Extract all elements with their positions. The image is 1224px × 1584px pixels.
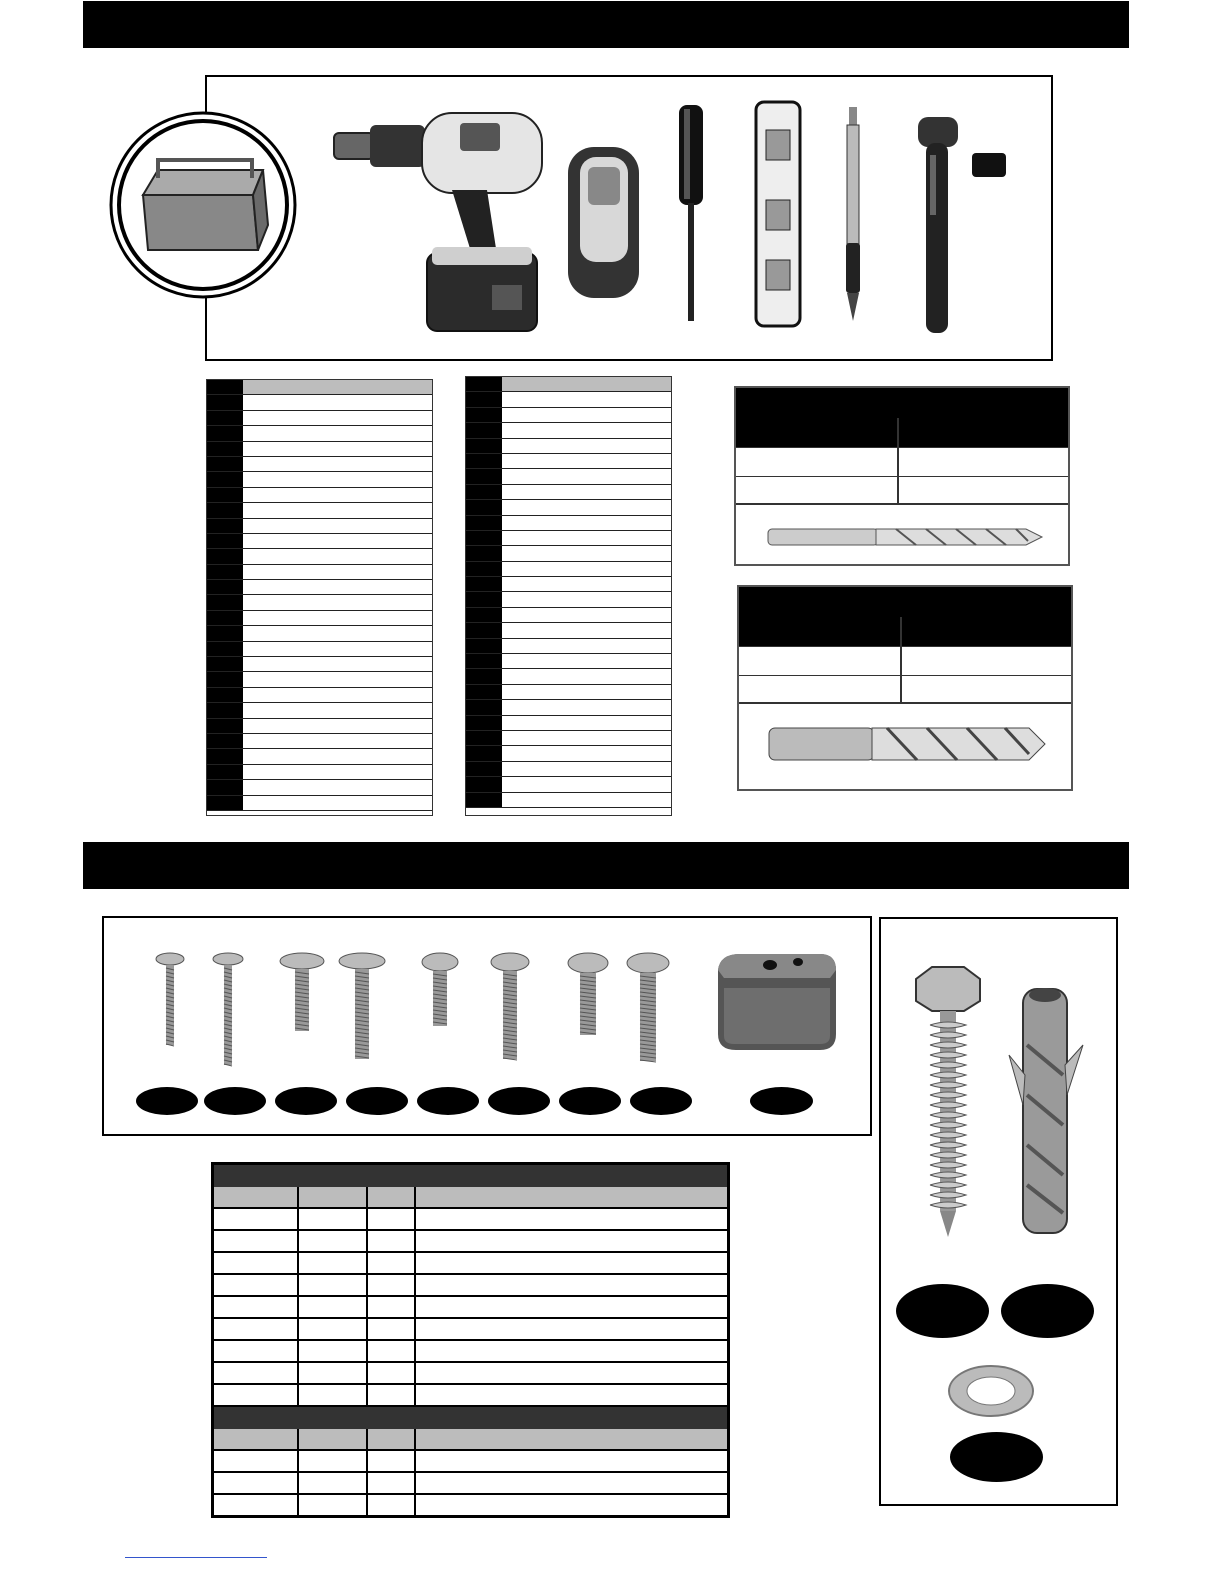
list-item [466, 531, 671, 546]
table-row [214, 1473, 727, 1495]
parts-list-header [207, 380, 432, 395]
drill-bit-small-icon [766, 523, 1046, 551]
table-row [214, 1319, 727, 1341]
table-row [214, 1253, 727, 1275]
screw-label [275, 1087, 337, 1115]
drill-table-2-cell [902, 647, 1071, 675]
drill-table-2-cell [902, 676, 1071, 702]
drill-table-1-cell [899, 477, 1068, 503]
list-item [466, 516, 671, 531]
hardware-table [211, 1162, 730, 1518]
drill-table-1-col2 [899, 418, 1068, 447]
list-item [466, 608, 671, 623]
screwdriver-icon [676, 103, 706, 325]
table-row [214, 1209, 727, 1231]
table-row [214, 1275, 727, 1297]
parts-list-header [466, 377, 671, 392]
list-item [466, 500, 671, 515]
hardware-table-title-1 [214, 1165, 727, 1187]
drill-bit-table-1 [734, 386, 1070, 566]
list-item [466, 623, 671, 638]
drill-table-1-cell [899, 448, 1068, 476]
drill-icon [332, 105, 547, 335]
list-item [466, 423, 671, 438]
drill-table-2-cell [739, 647, 902, 675]
table-row [214, 1341, 727, 1363]
table-row [214, 1297, 727, 1319]
list-item [466, 592, 671, 607]
list-item [466, 562, 671, 577]
list-item [466, 777, 671, 792]
drill-table-2-col1 [739, 617, 902, 646]
spacer-label [750, 1087, 813, 1115]
ratchet-wrench-icon [912, 115, 1012, 337]
list-item [207, 780, 432, 795]
wall-anchor-icon [1005, 985, 1085, 1240]
spacer-icon [710, 948, 840, 1054]
list-item [466, 408, 671, 423]
screw-label [136, 1087, 198, 1115]
list-item [466, 685, 671, 700]
hardware-table-title-2 [214, 1407, 727, 1429]
list-item [207, 595, 432, 610]
list-item [466, 716, 671, 731]
parts-list-right [465, 376, 672, 816]
screw-icon [280, 953, 324, 1031]
washer-icon [946, 1363, 1036, 1418]
stud-finder-icon [566, 145, 641, 300]
list-item [466, 485, 671, 500]
list-item [207, 642, 432, 657]
screw-icon [156, 953, 184, 1046]
list-item [207, 426, 432, 441]
screw-label [630, 1087, 692, 1115]
table-row [214, 1385, 727, 1407]
list-item [466, 392, 671, 407]
list-item [207, 688, 432, 703]
drill-table-1-col1 [736, 418, 899, 447]
screw-label [204, 1087, 266, 1115]
list-item [466, 731, 671, 746]
list-item [207, 395, 432, 410]
drill-table-2-col2 [902, 617, 1071, 646]
list-item [466, 762, 671, 777]
drill-table-1-title [736, 388, 1068, 418]
washer-label [950, 1432, 1043, 1482]
list-item [207, 734, 432, 749]
list-item [207, 457, 432, 472]
list-item [207, 749, 432, 764]
list-item [207, 703, 432, 718]
list-item [207, 519, 432, 534]
list-item [207, 657, 432, 672]
list-item [207, 488, 432, 503]
drill-table-1-cell [736, 477, 899, 503]
screw-label [417, 1087, 479, 1115]
list-item [207, 580, 432, 595]
pencil-icon [842, 105, 864, 323]
list-item [466, 700, 671, 715]
screw-icon [339, 953, 385, 1059]
list-item [207, 503, 432, 518]
footer-link[interactable] [125, 1557, 267, 1558]
anchor-label [1001, 1284, 1094, 1338]
screw-icon [627, 953, 669, 1062]
screw-icon [213, 953, 243, 1066]
drill-bit-table-2 [737, 585, 1073, 791]
list-item [466, 793, 671, 808]
list-item [207, 765, 432, 780]
screw-icon [422, 953, 458, 1026]
list-item [207, 565, 432, 580]
list-item [207, 626, 432, 641]
list-item [207, 534, 432, 549]
drill-bit-large-icon [767, 722, 1047, 766]
drill-table-2-title [739, 587, 1071, 617]
screw-icon [491, 953, 529, 1060]
list-item [466, 577, 671, 592]
list-item [466, 746, 671, 761]
table-row [214, 1363, 727, 1385]
list-item [207, 719, 432, 734]
screw-icon [568, 953, 608, 1035]
lag-bolt-label [896, 1284, 989, 1338]
list-item [466, 469, 671, 484]
table-row [214, 1495, 727, 1517]
list-item [207, 549, 432, 564]
toolbox-icon [108, 110, 298, 300]
list-item [207, 611, 432, 626]
drill-table-1-cell [736, 448, 899, 476]
list-item [207, 472, 432, 487]
screw-label [346, 1087, 408, 1115]
list-item [207, 442, 432, 457]
lag-bolt-icon [908, 965, 988, 1240]
tools-section-header [83, 1, 1129, 48]
table-row [214, 1451, 727, 1473]
list-item [466, 454, 671, 469]
level-icon [754, 100, 802, 328]
hardware-table-header-1 [214, 1187, 727, 1209]
table-row [214, 1231, 727, 1253]
screw-label [488, 1087, 550, 1115]
list-item [466, 546, 671, 561]
hardware-table-header-2 [214, 1429, 727, 1451]
list-item [466, 669, 671, 684]
parts-list-left [206, 379, 433, 816]
drill-table-2-cell [739, 676, 902, 702]
list-item [207, 796, 432, 811]
screw-label [559, 1087, 621, 1115]
list-item [207, 411, 432, 426]
list-item [466, 639, 671, 654]
list-item [466, 439, 671, 454]
list-item [207, 672, 432, 687]
list-item [466, 654, 671, 669]
hardware-section-header [83, 842, 1129, 889]
